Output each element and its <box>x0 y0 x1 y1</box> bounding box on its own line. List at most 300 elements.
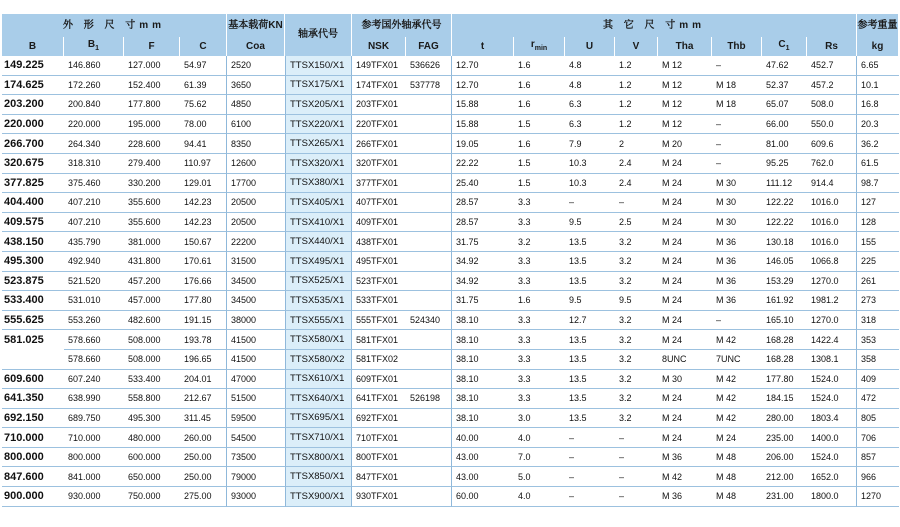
cell-tha: M 36 <box>658 448 712 468</box>
cell-rs: 1016.0 <box>807 193 857 213</box>
cell-c1: 66.00 <box>762 115 807 135</box>
cell-tha: M 24 <box>658 272 712 292</box>
cell-c1: 95.25 <box>762 154 807 174</box>
cell-fag: 536626 <box>406 56 452 76</box>
cell-coa: 54500 <box>227 428 285 448</box>
cell-t: 34.92 <box>452 272 514 292</box>
cell-fag <box>406 330 452 350</box>
cell-f: 750.000 <box>124 487 180 507</box>
cell-nsk: 930TFX01 <box>352 487 406 507</box>
cell-c1: 52.37 <box>762 76 807 96</box>
col-header-b1: $B_1$ <box>64 37 124 56</box>
cell-bearing-code: TTSX150/X1 <box>285 56 352 76</box>
cell-f: 152.400 <box>124 76 180 96</box>
cell-f: 508.000 <box>124 330 180 350</box>
cell-c: 110.97 <box>180 154 227 174</box>
cell-v: 3.2 <box>615 389 658 409</box>
table-body <box>2 56 899 507</box>
cell-thb: – <box>712 311 762 331</box>
cell-c: 275.00 <box>180 487 227 507</box>
cell-c: 94.41 <box>180 134 227 154</box>
cell-tha: M 20 <box>658 134 712 154</box>
cell-rmin: 1.6 <box>514 76 565 96</box>
cell-coa: 31500 <box>227 252 285 272</box>
cell-u: 13.5 <box>565 350 615 370</box>
cell-v: 2 <box>615 134 658 154</box>
cell-v: 3.2 <box>615 409 658 429</box>
cell-kg: 16.8 <box>857 95 899 115</box>
cell-b1: 264.340 <box>64 134 124 154</box>
cell-f: 457.200 <box>124 272 180 292</box>
cell-fag <box>406 467 452 487</box>
cell-bearing-code: TTSX320/X1 <box>285 154 352 174</box>
header-other-dims: 其 它 尺 寸mm <box>452 14 857 37</box>
cell-b: 404.400 <box>2 193 64 213</box>
cell-v: 3.2 <box>615 252 658 272</box>
cell-kg: 225 <box>857 252 899 272</box>
cell-fag <box>406 428 452 448</box>
cell-bearing-code: TTSX580/X1 <box>285 330 352 350</box>
cell-bearing-code: TTSX525/X1 <box>285 272 352 292</box>
cell-f: 381.000 <box>124 232 180 252</box>
cell-bearing-code: TTSX710/X1 <box>285 428 352 448</box>
cell-thb: M 42 <box>712 409 762 429</box>
col-header-u: U <box>565 37 615 56</box>
cell-c: 250.00 <box>180 448 227 468</box>
cell-c1: 280.00 <box>762 409 807 429</box>
cell-fag <box>406 370 452 390</box>
cell-u: 13.5 <box>565 389 615 409</box>
cell-kg: 472 <box>857 389 899 409</box>
cell-u: – <box>565 448 615 468</box>
cell-fag <box>406 272 452 292</box>
cell-b1: 435.790 <box>64 232 124 252</box>
cell-fag <box>406 291 452 311</box>
table-row <box>2 213 899 233</box>
cell-tha: M 24 <box>658 311 712 331</box>
cell-tha: M 24 <box>658 252 712 272</box>
cell-bearing-code: TTSX495/X1 <box>285 252 352 272</box>
cell-kg: 10.1 <box>857 76 899 96</box>
cell-u: 6.3 <box>565 115 615 135</box>
cell-b1: 375.460 <box>64 174 124 194</box>
cell-c1: 161.92 <box>762 291 807 311</box>
cell-u: 9.5 <box>565 213 615 233</box>
cell-tha: 8UNC <box>658 350 712 370</box>
cell-nsk: 409TFX01 <box>352 213 406 233</box>
cell-c: 142.23 <box>180 213 227 233</box>
cell-thb: M 36 <box>712 252 762 272</box>
cell-rmin: 3.3 <box>514 213 565 233</box>
cell-nsk: 555TFX01 <box>352 311 406 331</box>
cell-f: 177.800 <box>124 95 180 115</box>
cell-fag <box>406 487 452 507</box>
cell-nsk: 641TFX01 <box>352 389 406 409</box>
cell-thb: M 24 <box>712 428 762 448</box>
table-row <box>2 291 899 311</box>
cell-thb: 7UNC <box>712 350 762 370</box>
cell-c1: 168.28 <box>762 350 807 370</box>
cell-rs: 1803.4 <box>807 409 857 429</box>
cell-rmin: 3.0 <box>514 409 565 429</box>
cell-u: 6.3 <box>565 95 615 115</box>
header-reference-weight: 参考重量 <box>857 14 899 37</box>
cell-t: 31.75 <box>452 291 514 311</box>
cell-f: 533.400 <box>124 370 180 390</box>
col-header-rs: Rs <box>807 37 857 56</box>
cell-b1: 407.210 <box>64 193 124 213</box>
cell-b: 220.000 <box>2 115 64 135</box>
cell-v: – <box>615 193 658 213</box>
cell-b: 641.350 <box>2 389 64 409</box>
cell-thb: M 48 <box>712 487 762 507</box>
cell-b1: 172.260 <box>64 76 124 96</box>
cell-coa: 4850 <box>227 95 285 115</box>
table-row <box>2 272 899 292</box>
cell-c1: 165.10 <box>762 311 807 331</box>
cell-kg: 61.5 <box>857 154 899 174</box>
cell-tha: M 24 <box>658 213 712 233</box>
cell-thb: M 30 <box>712 193 762 213</box>
cell-rmin: 1.6 <box>514 56 565 76</box>
cell-t: 28.57 <box>452 193 514 213</box>
cell-thb: M 30 <box>712 174 762 194</box>
cell-c: 191.15 <box>180 311 227 331</box>
cell-thb: M 36 <box>712 232 762 252</box>
cell-coa: 41500 <box>227 330 285 350</box>
cell-f: 495.300 <box>124 409 180 429</box>
cell-tha: M 24 <box>658 154 712 174</box>
cell-f: 457.000 <box>124 291 180 311</box>
cell-nsk: 174TFX01 <box>352 76 406 96</box>
cell-t: 15.88 <box>452 95 514 115</box>
cell-t: 28.57 <box>452 213 514 233</box>
cell-fag: 524340 <box>406 311 452 331</box>
cell-fag <box>406 409 452 429</box>
cell-b: 533.400 <box>2 291 64 311</box>
cell-coa: 2520 <box>227 56 285 76</box>
cell-t: 19.05 <box>452 134 514 154</box>
cell-f: 279.400 <box>124 154 180 174</box>
cell-rs: 1524.0 <box>807 448 857 468</box>
cell-bearing-code: TTSX850/X1 <box>285 467 352 487</box>
cell-u: – <box>565 193 615 213</box>
cell-nsk: 581TFX01 <box>352 330 406 350</box>
cell-c: 129.01 <box>180 174 227 194</box>
cell-fag <box>406 252 452 272</box>
cell-v: 1.2 <box>615 95 658 115</box>
cell-c: 54.97 <box>180 56 227 76</box>
cell-bearing-code: TTSX220/X1 <box>285 115 352 135</box>
cell-b1: 318.310 <box>64 154 124 174</box>
cell-nsk: 266TFX01 <box>352 134 406 154</box>
cell-bearing-code: TTSX265/X1 <box>285 134 352 154</box>
cell-u: 13.5 <box>565 272 615 292</box>
cell-rmin: 1.6 <box>514 134 565 154</box>
cell-v: 2.5 <box>615 213 658 233</box>
cell-kg: 353 <box>857 330 899 350</box>
cell-b1: 578.660 <box>64 330 124 350</box>
cell-b1: 800.000 <box>64 448 124 468</box>
table-row <box>2 448 899 468</box>
cell-c1: 146.05 <box>762 252 807 272</box>
cell-bearing-code: TTSX175/X1 <box>285 76 352 96</box>
cell-b1: 578.660 <box>64 350 124 370</box>
cell-rmin: 1.5 <box>514 154 565 174</box>
cell-fag <box>406 95 452 115</box>
cell-u: 13.5 <box>565 330 615 350</box>
cell-c: 260.00 <box>180 428 227 448</box>
cell-c: 75.62 <box>180 95 227 115</box>
cell-v: 3.2 <box>615 232 658 252</box>
cell-c: 61.39 <box>180 76 227 96</box>
cell-nsk: 533TFX01 <box>352 291 406 311</box>
cell-bearing-code: TTSX695/X1 <box>285 409 352 429</box>
cell-rs: 1270.0 <box>807 272 857 292</box>
cell-u: 10.3 <box>565 154 615 174</box>
cell-c: 176.66 <box>180 272 227 292</box>
cell-fag <box>406 193 452 213</box>
cell-rs: 1016.0 <box>807 213 857 233</box>
cell-nsk: 377TFX01 <box>352 174 406 194</box>
cell-rmin: 7.0 <box>514 448 565 468</box>
cell-u: 13.5 <box>565 232 615 252</box>
cell-t: 38.10 <box>452 350 514 370</box>
cell-f: 508.000 <box>124 350 180 370</box>
cell-b: 203.200 <box>2 95 64 115</box>
cell-fag <box>406 350 452 370</box>
header-basic-load: 基本载荷KN <box>227 14 285 37</box>
cell-kg: 409 <box>857 370 899 390</box>
cell-u: 10.3 <box>565 174 615 194</box>
cell-t: 43.00 <box>452 448 514 468</box>
cell-thb: M 30 <box>712 213 762 233</box>
header-outer-dims: 外 形 尺 寸mm <box>2 14 227 37</box>
cell-b1: 841.000 <box>64 467 124 487</box>
cell-thb: M 36 <box>712 272 762 292</box>
cell-b1: 200.840 <box>64 95 124 115</box>
cell-v: – <box>615 428 658 448</box>
cell-kg: 857 <box>857 448 899 468</box>
header-bearing-code: 轴承代号 <box>285 14 352 56</box>
cell-rs: 1066.8 <box>807 252 857 272</box>
cell-b: 900.000 <box>2 487 64 507</box>
cell-c: 170.61 <box>180 252 227 272</box>
cell-rmin: 3.3 <box>514 389 565 409</box>
cell-f: 480.000 <box>124 428 180 448</box>
cell-fag <box>406 213 452 233</box>
cell-t: 60.00 <box>452 487 514 507</box>
cell-kg: 706 <box>857 428 899 448</box>
cell-nsk: 609TFX01 <box>352 370 406 390</box>
cell-bearing-code: TTSX555/X1 <box>285 311 352 331</box>
cell-bearing-code: TTSX640/X1 <box>285 389 352 409</box>
cell-coa: 93000 <box>227 487 285 507</box>
col-header-coa: Coa <box>227 37 285 56</box>
cell-t: 22.22 <box>452 154 514 174</box>
cell-nsk: 692TFX01 <box>352 409 406 429</box>
table-row <box>2 428 899 448</box>
table-row <box>2 487 899 507</box>
cell-f: 355.600 <box>124 193 180 213</box>
cell-rs: 1800.0 <box>807 487 857 507</box>
cell-b1: 930.000 <box>64 487 124 507</box>
cell-thb: M 36 <box>712 291 762 311</box>
cell-kg: 805 <box>857 409 899 429</box>
cell-thb: M 48 <box>712 467 762 487</box>
cell-coa: 34500 <box>227 272 285 292</box>
cell-kg: 36.2 <box>857 134 899 154</box>
cell-tha: M 24 <box>658 174 712 194</box>
cell-fag <box>406 115 452 135</box>
cell-fag <box>406 174 452 194</box>
cell-kg: 273 <box>857 291 899 311</box>
table-row <box>2 311 899 331</box>
cell-c: 150.67 <box>180 232 227 252</box>
cell-b: 555.625 <box>2 311 64 331</box>
cell-rmin: 3.3 <box>514 370 565 390</box>
table-row <box>2 134 899 154</box>
cell-rmin: 4.0 <box>514 487 565 507</box>
cell-t: 25.40 <box>452 174 514 194</box>
cell-rs: 508.0 <box>807 95 857 115</box>
cell-u: 9.5 <box>565 291 615 311</box>
cell-tha: M 30 <box>658 370 712 390</box>
col-header-nsk: NSK <box>352 37 406 56</box>
cell-b: 266.700 <box>2 134 64 154</box>
cell-coa: 79000 <box>227 467 285 487</box>
cell-b1: 407.210 <box>64 213 124 233</box>
header-reference-codes: 参考国外轴承代号 <box>352 14 452 37</box>
cell-tha: M 12 <box>658 56 712 76</box>
cell-rs: 762.0 <box>807 154 857 174</box>
table-header <box>2 14 899 56</box>
cell-b1: 710.000 <box>64 428 124 448</box>
cell-bearing-code: TTSX205/X1 <box>285 95 352 115</box>
cell-f: 228.600 <box>124 134 180 154</box>
cell-rmin: 5.0 <box>514 467 565 487</box>
cell-rs: 457.2 <box>807 76 857 96</box>
cell-t: 38.10 <box>452 370 514 390</box>
cell-bearing-code: TTSX535/X1 <box>285 291 352 311</box>
cell-coa: 47000 <box>227 370 285 390</box>
cell-u: 12.7 <box>565 311 615 331</box>
cell-nsk: 581TFX02 <box>352 350 406 370</box>
cell-b <box>2 350 64 370</box>
cell-coa: 3650 <box>227 76 285 96</box>
cell-rmin: 1.6 <box>514 95 565 115</box>
cell-thb: – <box>712 115 762 135</box>
cell-b1: 531.010 <box>64 291 124 311</box>
cell-f: 558.800 <box>124 389 180 409</box>
cell-t: 40.00 <box>452 428 514 448</box>
cell-v: 3.2 <box>615 330 658 350</box>
cell-coa: 12600 <box>227 154 285 174</box>
cell-coa: 8350 <box>227 134 285 154</box>
cell-b: 609.600 <box>2 370 64 390</box>
cell-c1: 111.12 <box>762 174 807 194</box>
cell-c1: 206.00 <box>762 448 807 468</box>
cell-tha: M 24 <box>658 409 712 429</box>
cell-rs: 609.6 <box>807 134 857 154</box>
cell-f: 195.000 <box>124 115 180 135</box>
cell-nsk: 407TFX01 <box>352 193 406 213</box>
table-row <box>2 193 899 213</box>
cell-u: – <box>565 467 615 487</box>
cell-v: 1.2 <box>615 76 658 96</box>
cell-b1: 521.520 <box>64 272 124 292</box>
cell-thb: – <box>712 56 762 76</box>
cell-c1: 177.80 <box>762 370 807 390</box>
cell-c: 311.45 <box>180 409 227 429</box>
col-header-c: C <box>180 37 227 56</box>
cell-fag: 537778 <box>406 76 452 96</box>
col-header-b: B <box>2 37 64 56</box>
col-header-tha: Tha <box>658 37 712 56</box>
cell-nsk: 438TFX01 <box>352 232 406 252</box>
col-header-kg: kg <box>857 37 899 56</box>
table-row <box>2 350 899 370</box>
cell-coa: 34500 <box>227 291 285 311</box>
cell-rmin: 3.2 <box>514 232 565 252</box>
cell-b1: 638.990 <box>64 389 124 409</box>
cell-rmin: 3.3 <box>514 252 565 272</box>
cell-rmin: 1.5 <box>514 174 565 194</box>
cell-rs: 1270.0 <box>807 311 857 331</box>
cell-b1: 607.240 <box>64 370 124 390</box>
cell-t: 43.00 <box>452 467 514 487</box>
cell-kg: 155 <box>857 232 899 252</box>
cell-t: 38.10 <box>452 311 514 331</box>
cell-nsk: 495TFX01 <box>352 252 406 272</box>
cell-coa: 73500 <box>227 448 285 468</box>
cell-rmin: 3.3 <box>514 350 565 370</box>
cell-thb: M 42 <box>712 370 762 390</box>
cell-rmin: 3.3 <box>514 193 565 213</box>
table-row <box>2 389 899 409</box>
cell-bearing-code: TTSX380/X1 <box>285 174 352 194</box>
cell-coa: 51500 <box>227 389 285 409</box>
cell-b: 710.000 <box>2 428 64 448</box>
cell-b: 847.600 <box>2 467 64 487</box>
cell-f: 482.600 <box>124 311 180 331</box>
cell-nsk: 710TFX01 <box>352 428 406 448</box>
cell-v: 2.4 <box>615 154 658 174</box>
cell-rs: 1422.4 <box>807 330 857 350</box>
cell-fag <box>406 154 452 174</box>
cell-c1: 235.00 <box>762 428 807 448</box>
cell-c1: 122.22 <box>762 213 807 233</box>
table-row <box>2 174 899 194</box>
cell-b: 523.875 <box>2 272 64 292</box>
cell-nsk: 320TFX01 <box>352 154 406 174</box>
cell-thb: M 42 <box>712 389 762 409</box>
cell-f: 600.000 <box>124 448 180 468</box>
table-row <box>2 232 899 252</box>
cell-bearing-code: TTSX580/X2 <box>285 350 352 370</box>
cell-c1: 65.07 <box>762 95 807 115</box>
cell-coa: 41500 <box>227 350 285 370</box>
cell-b: 149.225 <box>2 56 64 76</box>
cell-coa: 59500 <box>227 409 285 429</box>
cell-b1: 689.750 <box>64 409 124 429</box>
table-row <box>2 467 899 487</box>
col-header-f: F <box>124 37 180 56</box>
cell-tha: M 24 <box>658 428 712 448</box>
cell-thb: M 48 <box>712 448 762 468</box>
cell-kg: 20.3 <box>857 115 899 135</box>
cell-t: 38.10 <box>452 389 514 409</box>
